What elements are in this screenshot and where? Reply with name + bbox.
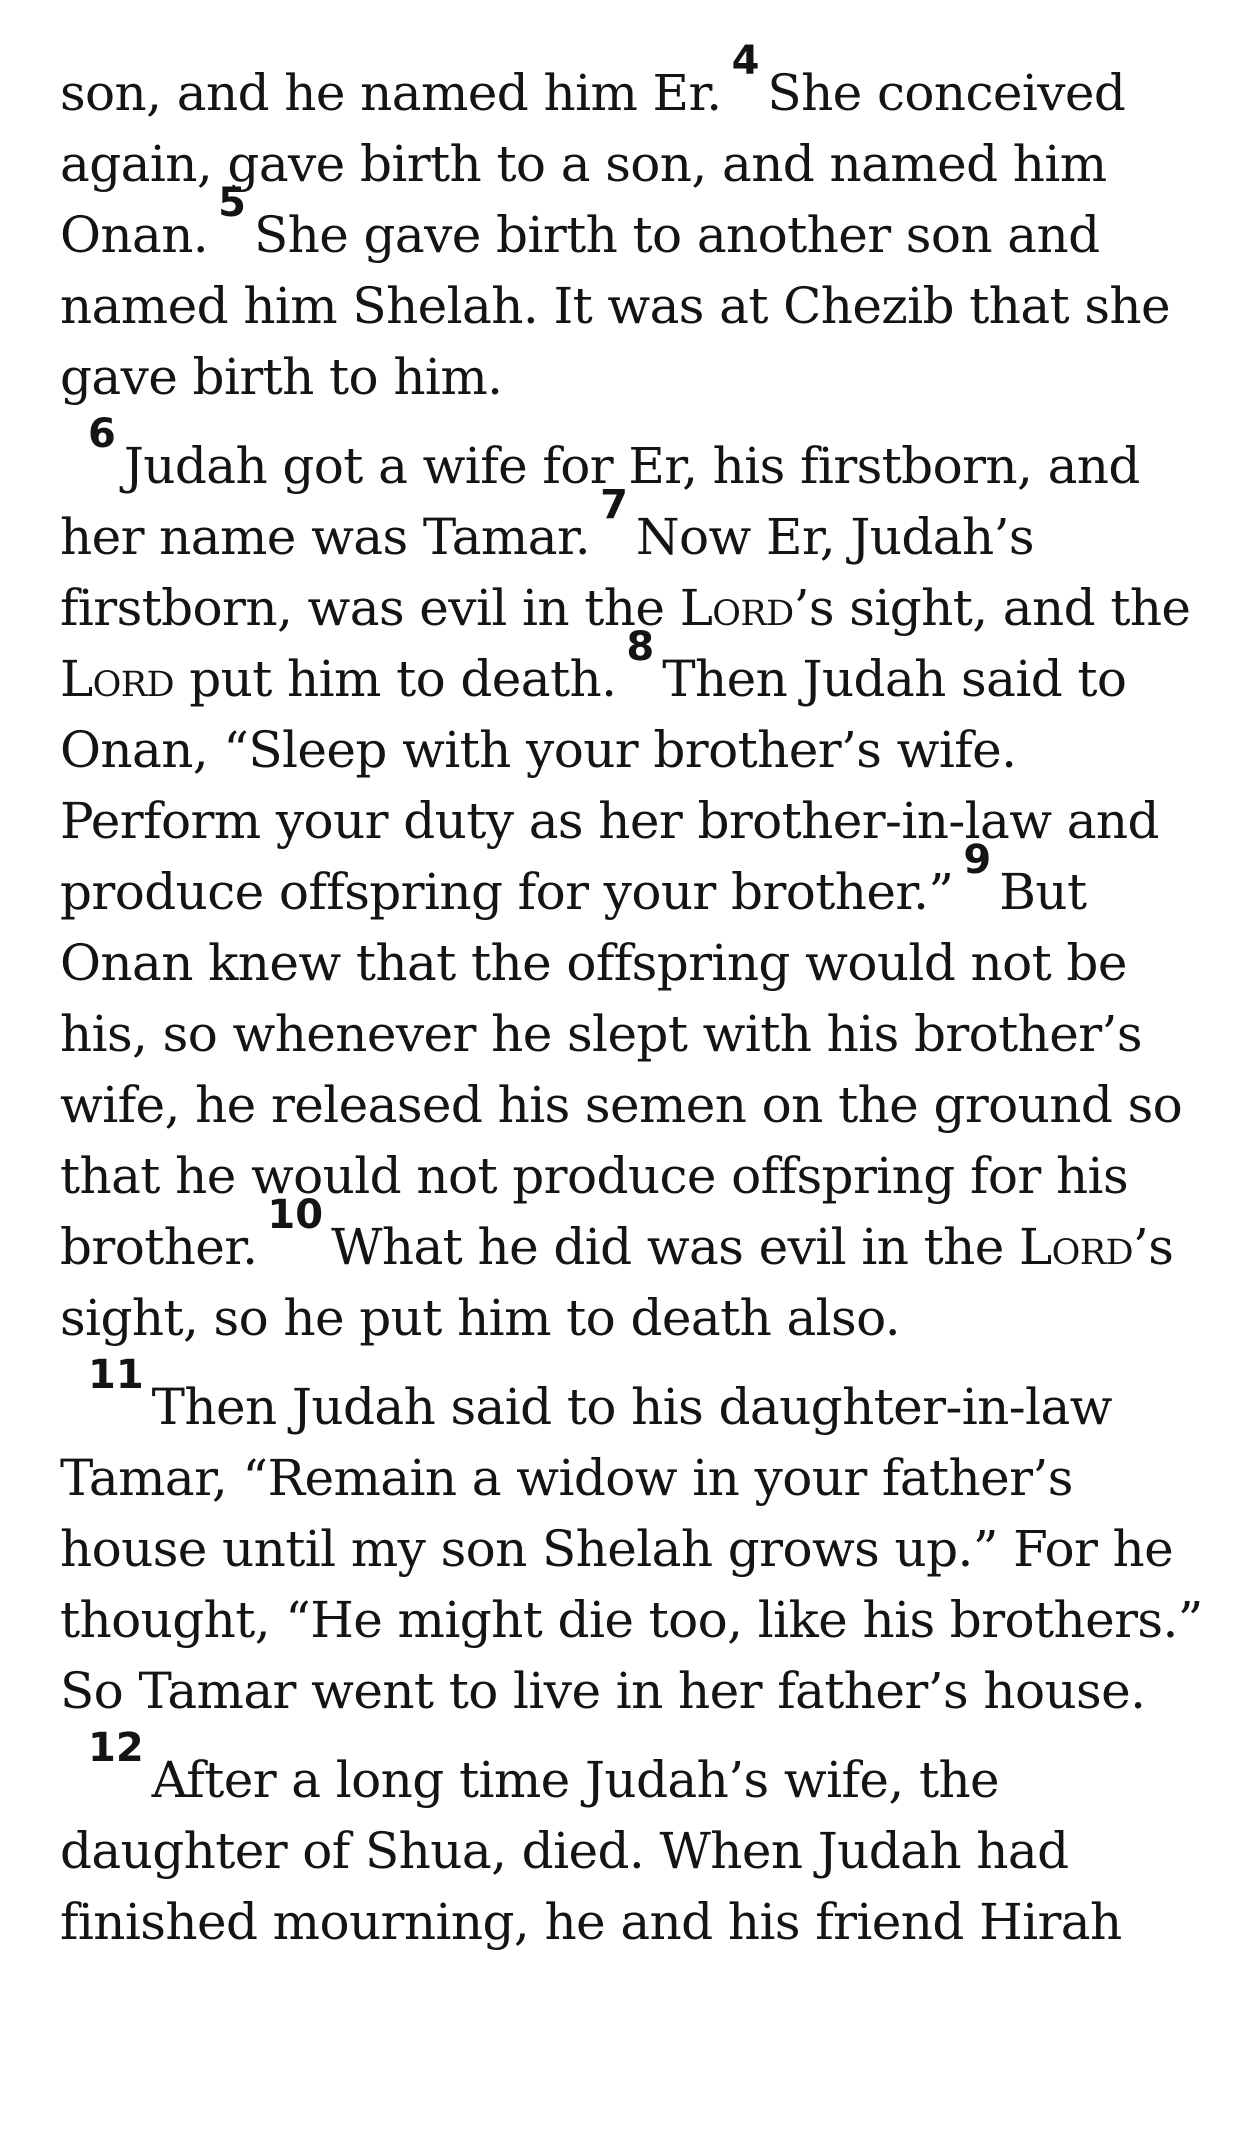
divine-name: Lord [60, 650, 174, 708]
verse-text: After a long time Judah’s wife, the daughter of Shua, died. When Judah had finished mourning, he and his friend Hirah [60, 1751, 1122, 1951]
verse-number[interactable]: 4 [731, 38, 760, 85]
verse-text: ’s sight, so he put him to death also. [60, 1218, 1174, 1347]
verse-text: ’s sight, and the [793, 579, 1191, 637]
verse-number[interactable]: 8 [626, 624, 655, 671]
verse-text: put him to death. [189, 650, 617, 708]
verse-text: Then Judah said to Onan, “Sleep with your brother’s wife. Perform your duty as her brother-in-law and produce offspring for your brother.” [60, 650, 1159, 921]
paragraph [60, 1725, 1210, 1958]
verse-number[interactable]: 5 [218, 180, 246, 227]
verse-number[interactable]: 10 [267, 1192, 324, 1239]
verse-text: She gave birth to another son and named him Shelah. It was at Chezib that she gave birth to him. [60, 206, 1170, 406]
verse-number[interactable]: 7 [600, 482, 628, 529]
verse-number[interactable]: 6 [88, 411, 116, 458]
divine-name: Lord [679, 579, 794, 637]
verse-text: What he did was evil in the [331, 1218, 1004, 1276]
paragraph [60, 411, 1210, 1354]
divine-name: Lord [1019, 1218, 1133, 1276]
verse-text: But Onan knew that the offspring would not be his, so whenever he slept with his brother’s wife, he released his semen on the ground so that he would not produce offspring for his brother. [60, 863, 1183, 1276]
verse-text: She conceived again, gave birth to a son, and named him Onan. [60, 64, 1126, 264]
verse-number[interactable]: 9 [963, 837, 992, 884]
verse-text: son, and he named him Er. [60, 64, 722, 122]
verse-number[interactable]: 12 [88, 1725, 144, 1772]
bible-reader-content [60, 38, 1210, 1976]
verse-text: Judah got a wife for Er, his firstborn, and her name was Tamar. [60, 437, 1140, 566]
paragraph [60, 38, 1210, 413]
verse-text: Now Er, Judah’s firstborn, was evil in the [60, 508, 1034, 637]
verse-text: Then Judah said to his daughter-in-law Tamar, “Remain a widow in your father’s house until my son Shelah grows up.” For he thought, “He might die too, like his brothers.” So Tamar went to live in her father’s house. [60, 1378, 1203, 1720]
verse-number[interactable]: 11 [88, 1352, 144, 1399]
paragraph [60, 1352, 1210, 1727]
